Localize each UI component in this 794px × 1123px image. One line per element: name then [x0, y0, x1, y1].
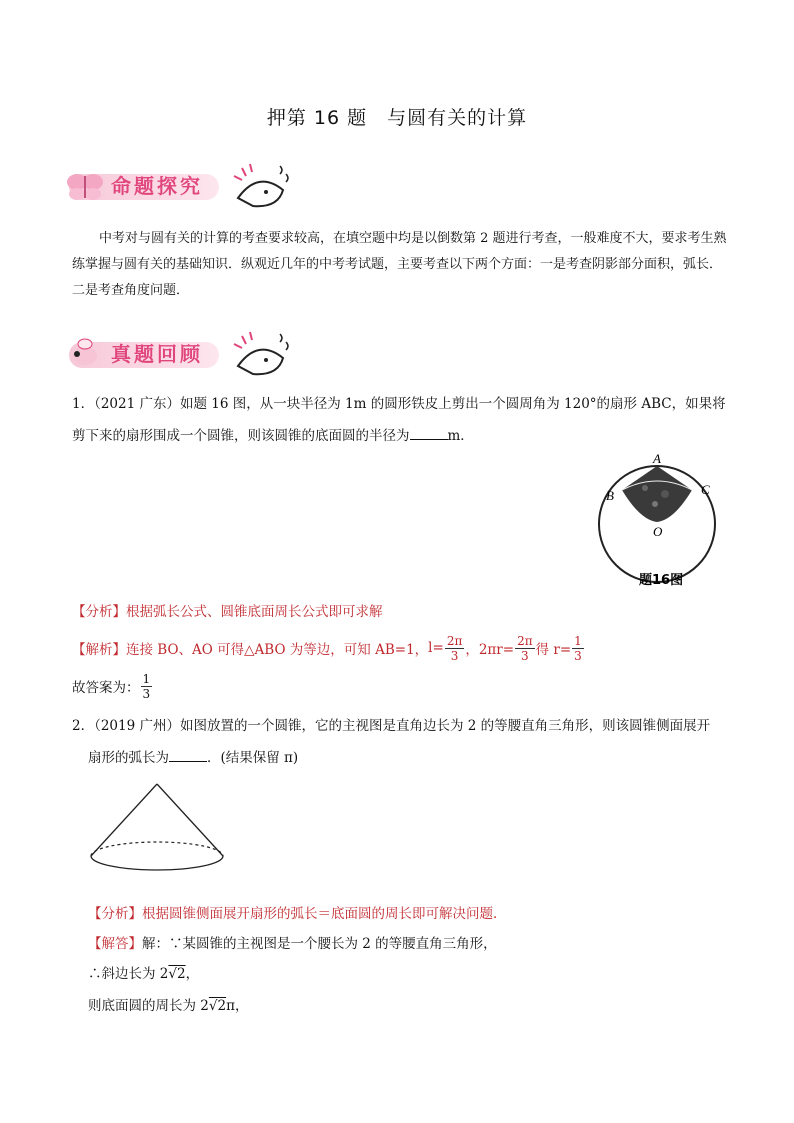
circumference-text: 则底面圆的周长为 2: [88, 998, 209, 1014]
section-banner-exploration: [63, 160, 293, 210]
sqrt-symbol: √2: [168, 966, 186, 982]
fraction-1-over-3: $\frac{1}{3}$: [574, 633, 582, 663]
solution-text: 连接 BO、AO 可得△ABO 为等边，可知 AB=1，: [126, 642, 429, 658]
q2-solution: [88, 932, 497, 952]
banner-label: 命题探究: [111, 174, 203, 198]
q2-circumference-line: [88, 994, 248, 1014]
q2-analysis: 【分析】根据圆锥侧面展开扇形的弧长＝底面圆的周长即可解决问题．: [88, 906, 507, 922]
q2-hypotenuse-line: [88, 962, 199, 982]
q1-text: 剪下来的扇形围成一个圆锥，则该圆锥的底面圆的半径为: [72, 428, 410, 444]
banner-label: 真题回顾: [111, 342, 203, 366]
q2-text-line2: [88, 746, 298, 766]
page-title: 押第 16 题 与圆有关的计算: [266, 107, 528, 129]
answer-blank: [410, 427, 448, 440]
cartoon-face-icon: [228, 160, 293, 210]
section-banner-review: [63, 328, 293, 378]
q2-note: ．(结果保留 π): [207, 750, 299, 766]
label-b: B: [606, 488, 614, 503]
cartoon-face-icon: [228, 328, 293, 378]
two-pi-r: ，2πr=: [465, 642, 515, 658]
intro-paragraph: 中考对与圆有关的计算的考查要求较高，在填空题中均是以倒数第 2 题进行考查，一般难度不大，要求考生熟练掌握与圆有关的基础知识．纵观近几年的中考考试题，主要考查以下两个方面：一是考查阴影部分面积，弧长．二是考查角度问题．: [72, 231, 727, 298]
q2-text: 扇形的弧长为: [88, 750, 169, 766]
q1-text-line1: 1．（2021 广东）如题 16 图，从一块半径为 1m 的圆形铁皮上剪出一个圆周角为 120°的扇形 ABC，如果将: [72, 396, 726, 412]
figure-16-circle-sector: [595, 444, 725, 590]
hypotenuse-text: ∴斜边长为 2: [88, 966, 169, 982]
solution-text: 解：∵某圆锥的主视图是一个腰长为 2 的等腰直角三角形，: [142, 936, 497, 952]
answer-blank: [169, 749, 207, 762]
sqrt-value: 2: [177, 966, 186, 982]
label-a: A: [653, 451, 661, 466]
l-equals: l=: [428, 640, 444, 656]
q1-answer: [72, 668, 153, 704]
sqrt-symbol: √2: [208, 998, 227, 1014]
figure-caption: 题16图: [639, 573, 684, 588]
label-o: O: [653, 524, 663, 539]
q1-text-line2: [72, 424, 474, 444]
fraction-2pi-over-3: $\frac{2\pi}{3}$: [446, 633, 463, 663]
cone-figure: [86, 780, 228, 880]
sqrt-value: 2: [217, 998, 227, 1014]
q1-analysis: 【分析】根据弧长公式、圆锥底面周长公式即可求解: [72, 604, 383, 620]
r-equals: 得 r=: [535, 642, 572, 658]
bee-icon: [63, 336, 107, 372]
label-c: C: [701, 482, 710, 497]
q1-unit: m．: [447, 428, 474, 444]
fraction-1-over-3: $\frac{1}{3}$: [142, 671, 151, 701]
pi-suffix: π，: [226, 998, 249, 1014]
q2-text-line1: 2．（2019 广州）如图放置的一个圆锥，它的主视图是直角边长为 2 的等腰直角三角形，则该圆锥侧面展开: [72, 718, 711, 734]
solution-label: 【解答】: [88, 936, 142, 952]
solution-label: 【解析】: [72, 642, 126, 658]
q1-solution: [72, 630, 585, 666]
answer-label: 故答案为：: [72, 680, 140, 696]
butterfly-icon: [63, 168, 107, 204]
fraction-2pi-over-3: $\frac{2\pi}{3}$: [517, 633, 533, 663]
punctuation: ，: [185, 966, 200, 982]
